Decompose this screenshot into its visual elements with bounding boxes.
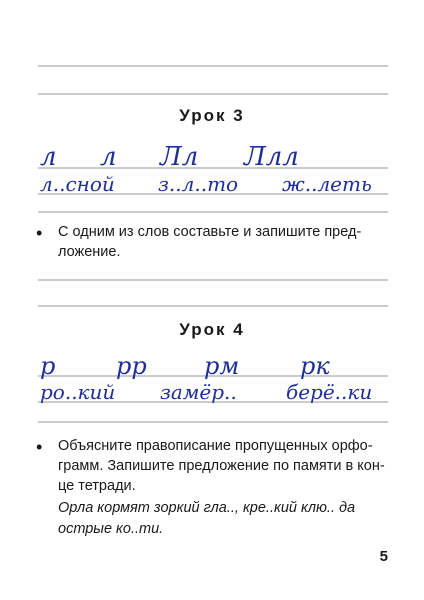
lesson-4-title: Урок 4 xyxy=(179,320,245,339)
cursive-letter: Лл xyxy=(160,142,199,172)
cursive-letter: рк xyxy=(300,352,330,380)
cursive-word: берё..ки xyxy=(286,380,373,404)
page-number: 5 xyxy=(379,548,388,565)
lesson-3-letters xyxy=(0,142,424,170)
lesson-4-task: Объясните правописание пропущенных орфо-грамм. Запишите предложение по памяти в кон-це тетради. xyxy=(58,438,385,494)
cursive-letter: Ллл xyxy=(244,142,299,172)
lesson-3-words xyxy=(0,172,424,200)
cursive-word: замёр.. xyxy=(160,380,237,404)
lesson-4-words xyxy=(0,380,424,408)
cursive-word: ро..кий xyxy=(40,380,116,404)
bullet-icon: • xyxy=(36,223,43,243)
lesson-4-letters xyxy=(0,352,424,380)
lesson-3-title: Урок 3 xyxy=(179,106,245,125)
cursive-word: з..л..то xyxy=(158,172,239,196)
bullet-icon: • xyxy=(36,437,43,457)
cursive-letter: рр xyxy=(116,352,147,380)
cursive-word: л..сной xyxy=(40,172,115,196)
cursive-word: ж..леть xyxy=(282,172,372,196)
cursive-letter: рм xyxy=(204,352,240,380)
cursive-letter: р xyxy=(40,352,56,380)
lesson-3-task: С одним из слов составьте и запишите пред-ложение. xyxy=(58,224,362,260)
cursive-letter: л xyxy=(40,142,57,172)
dictation-sentence: Орла кормят зоркий гла.., кре..кий клю.. да острые ко..ти. xyxy=(58,500,356,537)
cursive-letter: л xyxy=(100,142,117,172)
